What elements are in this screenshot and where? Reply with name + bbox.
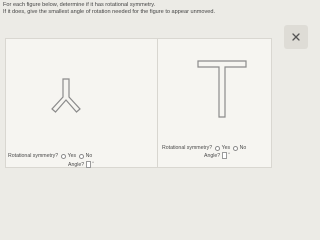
yes-radio-1[interactable]: [61, 154, 66, 159]
angle-row-2: [204, 152, 230, 159]
question-label-1: Rotational symmetry?: [8, 153, 59, 159]
angle-label-1: Angle?: [68, 161, 85, 168]
t-shape-figure: [196, 59, 251, 119]
degree-symbol-1: °: [92, 160, 94, 166]
symmetry-question-2: [162, 145, 246, 151]
angle-input-2[interactable]: [222, 152, 227, 159]
panel-divider: [157, 39, 158, 167]
y-shape-figure: [36, 57, 96, 119]
instructions: [3, 2, 303, 16]
close-icon: [291, 32, 301, 42]
yes-option-2[interactable]: [215, 145, 230, 151]
instructions-line-1: For each figure below, determine if it has rotational symmetry.: [3, 2, 156, 8]
no-label-1: No: [85, 153, 93, 159]
degree-symbol-2: °: [228, 151, 230, 157]
angle-row-1: [68, 161, 94, 168]
instructions-line-2: If it does, give the smallest angle of rotation needed for the figure to appear unmoved.: [3, 9, 216, 16]
yes-label-2: Yes: [221, 145, 231, 151]
problems-panel: [5, 38, 272, 168]
no-radio-1[interactable]: [79, 154, 84, 159]
yes-label-1: Yes: [67, 153, 77, 159]
angle-input-1[interactable]: [86, 161, 91, 168]
angle-label-2: Angle?: [204, 152, 221, 159]
no-option-1[interactable]: [79, 153, 92, 159]
no-label-2: No: [239, 145, 247, 151]
yes-radio-2[interactable]: [215, 146, 220, 151]
close-button[interactable]: [284, 25, 308, 49]
yes-option-1[interactable]: [61, 153, 76, 159]
no-radio-2[interactable]: [233, 146, 238, 151]
no-option-2[interactable]: [233, 145, 246, 151]
question-label-2: Rotational symmetry?: [162, 145, 213, 151]
symmetry-question-1: [8, 153, 92, 159]
